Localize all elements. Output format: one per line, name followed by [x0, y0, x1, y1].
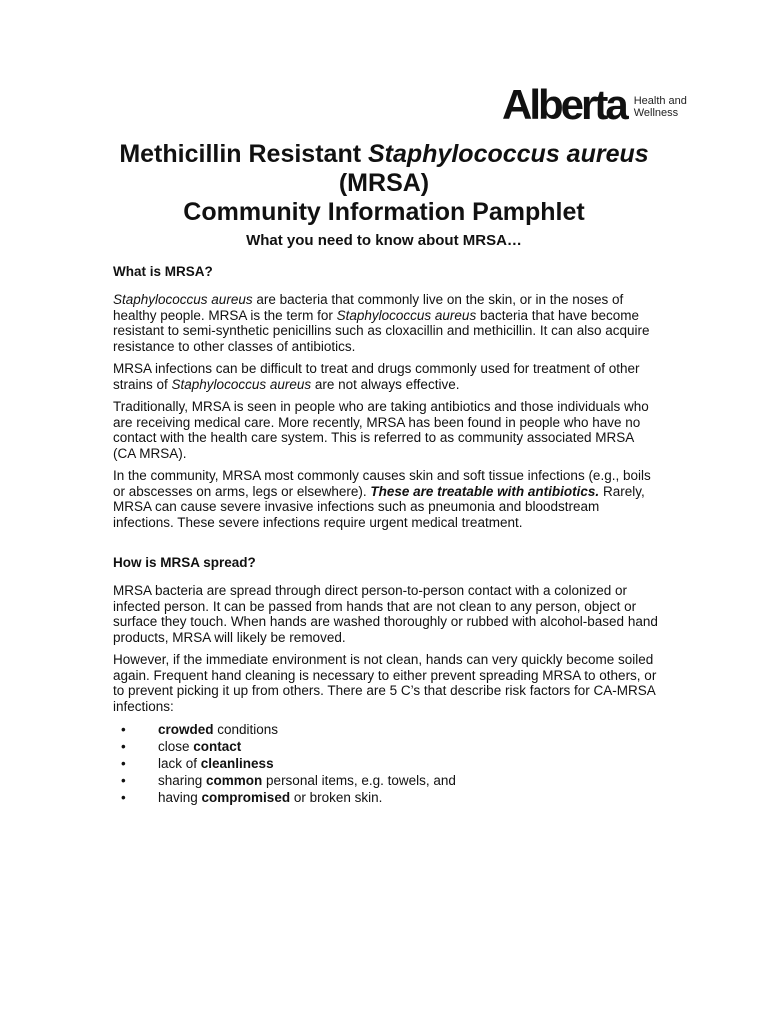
list-item-keyword: contact — [193, 739, 242, 754]
paragraph-text: In the community, MRSA most commonly causes skin and soft tissue infections (e.g., boils or abscesses on arms, legs or elsewhere). — [113, 468, 651, 499]
logo-sub-line-2: Wellness — [633, 107, 679, 119]
list-item-text: close — [158, 739, 194, 754]
list-item — [113, 755, 658, 772]
bullet-icon: • — [121, 756, 126, 771]
section-heading-what-is-mrsa: What is MRSA? — [113, 264, 213, 279]
paragraph-text: Rarely, MRSA can cause severe invasive infections such as pneumonia and bloodstream infections. These severe infections require urgent medical treatment. — [113, 483, 645, 530]
paragraph-what-is-mrsa-4 — [113, 468, 658, 530]
list-item — [113, 789, 658, 806]
emphasis-treatable: These are treatable with antibiotics. — [370, 483, 600, 499]
list-item — [113, 772, 658, 789]
italic-organism-name: Staphylococcus aureus — [171, 376, 312, 392]
paragraph-what-is-mrsa-2 — [113, 361, 658, 392]
alberta-wordmark: Alberta — [502, 81, 626, 128]
list-item — [113, 721, 658, 738]
bullet-icon: • — [121, 790, 126, 805]
title-line-1-prefix: Methicillin Resistant — [119, 140, 368, 168]
paragraph-spread-1: MRSA bacteria are spread through direct person-to-person contact with a colonized or infected person. It can be passed from hands that are not clean to any person, object or surface they touch. When hands are washed thoroughly or rubbed with alcohol-based hand products, MRSA will likely be removed. — [113, 583, 658, 645]
list-item-text: lack of — [158, 756, 201, 771]
paragraph-spread-2: However, if the immediate environment is not clean, hands can very quickly become soiled again. Frequent hand cleaning is necessary to either prevent spreading MRSA to others, or to prevent picking it up from others. There are 5 C’s that describe risk factors for CA-MRSA infections: — [113, 652, 657, 714]
subtitle: What you need to know about MRSA… — [246, 232, 522, 249]
list-item-keyword: common — [206, 773, 263, 788]
list-item-text: sharing — [158, 773, 207, 788]
list-item-text: or broken skin. — [290, 790, 383, 805]
bullet-icon: • — [121, 722, 126, 737]
section-heading-how-spread: How is MRSA spread? — [113, 555, 256, 570]
section-spacer — [113, 537, 658, 555]
risk-factor-list — [113, 721, 658, 806]
paragraph-text: MRSA infections can be difficult to treat and drugs commonly used for treatment of other strains of — [113, 361, 640, 392]
list-item-keyword: crowded — [158, 722, 214, 737]
title-line-1 — [0, 140, 768, 169]
paragraph-what-is-mrsa-1 — [113, 292, 658, 354]
bullet-icon: • — [121, 739, 126, 754]
paragraph-what-is-mrsa-3: Traditionally, MRSA is seen in people who are taking antibiotics and those individuals who are receiving medical care. More recently, MRSA has been found in people who have no contact with the health care system. This is referred to as community associated MRSA (CA MRSA). — [113, 399, 649, 461]
list-item-text: personal items, e.g. towels, and — [262, 773, 456, 788]
title-line-1-italic: Staphylococcus aureus — [368, 140, 649, 168]
logo-subtitle — [634, 95, 687, 119]
italic-organism-name: Staphylococcus aureus — [336, 307, 477, 323]
title-line-3: Community Information Pamphlet — [183, 198, 585, 226]
list-item-text: having — [158, 790, 202, 805]
list-item-text: conditions — [213, 722, 279, 737]
paragraph-text: are bacteria that commonly live on the skin, or in the noses of healthy people. MRSA is the term for — [113, 292, 624, 323]
list-item — [113, 738, 658, 755]
document-body — [113, 264, 658, 806]
bullet-icon: • — [121, 773, 126, 788]
list-item-keyword: compromised — [201, 790, 291, 805]
title-line-2: (MRSA) — [338, 169, 430, 197]
alberta-logo — [502, 81, 687, 128]
italic-organism-name: Staphylococcus aureus — [113, 292, 253, 307]
logo-sub-line-1: Health and — [633, 95, 687, 107]
paragraph-text: bacteria that have become resistant to semi-synthetic penicillins such as cloxacillin and methicillin. It can also acquire resistance to other classes of antibiotics. — [113, 307, 650, 354]
title-block — [0, 140, 768, 250]
list-item-keyword: cleanliness — [200, 756, 274, 771]
paragraph-text: are not always effective. — [311, 376, 460, 392]
